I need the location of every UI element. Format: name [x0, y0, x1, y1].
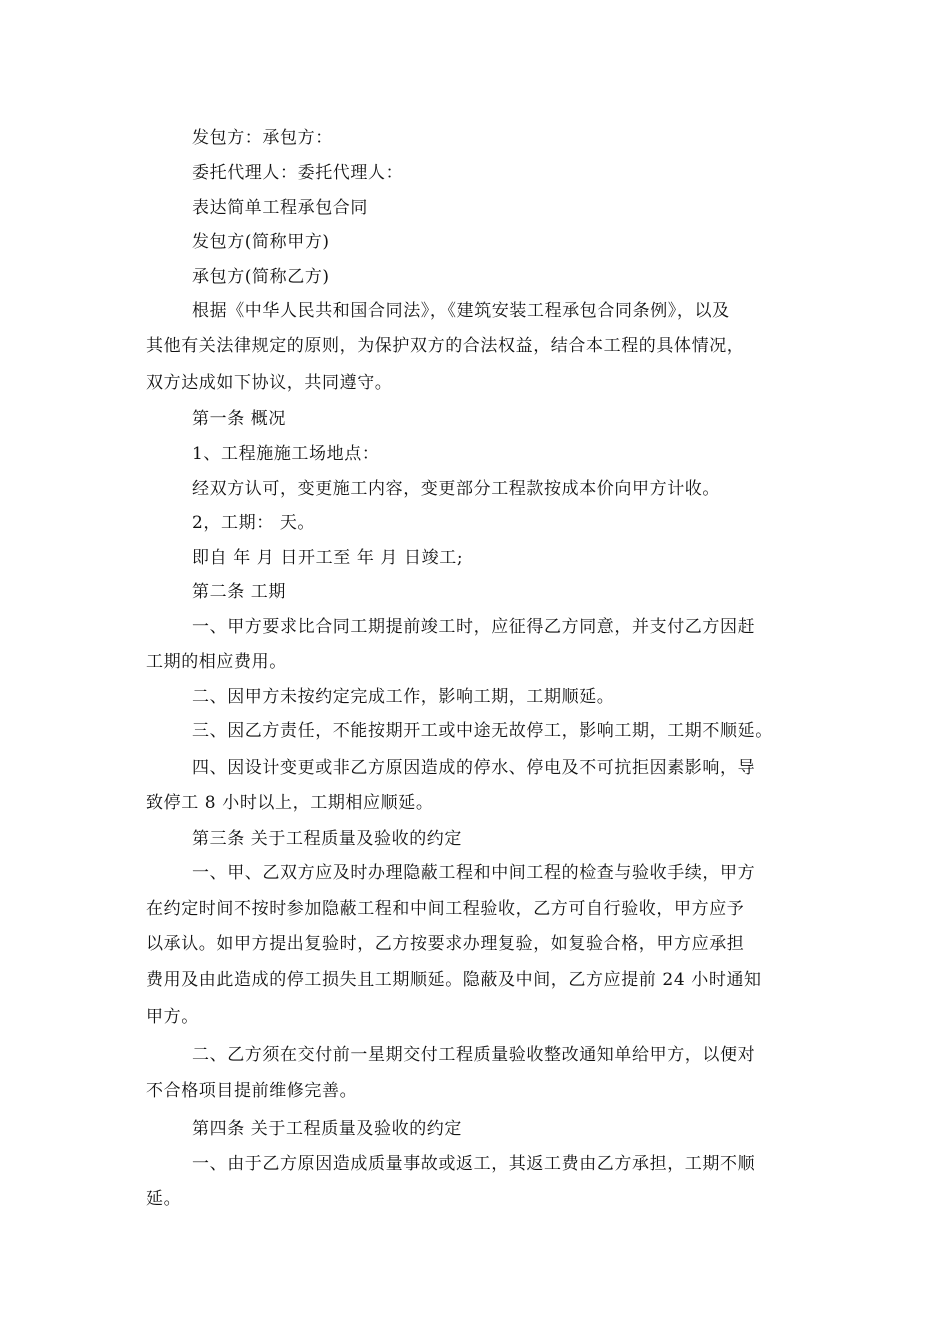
text-line: 致停工 8 小时以上，工期相应顺延。 — [146, 793, 434, 813]
text-line: 二、因甲方未按约定完成工作，影响工期，工期顺延。 — [192, 687, 615, 707]
text-line: 以承认。如甲方提出复验时，乙方按要求办理复验，如复验合格，甲方应承担 — [146, 934, 745, 954]
section-heading: 第四条 关于工程质量及验收的约定 — [192, 1119, 463, 1139]
text-line: 委托代理人：委托代理人： — [192, 163, 404, 183]
text-line: 一、由于乙方原因造成质量事故或返工，其返工费由乙方承担，工期不顺 — [192, 1154, 756, 1174]
text-line: 发包方(简称甲方) — [192, 232, 330, 252]
text-line: 二、乙方须在交付前一星期交付工程质量验收整改通知单给甲方，以便对 — [192, 1045, 756, 1065]
section-heading: 第三条 关于工程质量及验收的约定 — [192, 829, 463, 849]
text-line: 三、因乙方责任，不能按期开工或中途无故停工，影响工期，工期不顺延。 — [192, 721, 773, 741]
text-line: 一、甲、乙双方应及时办理隐蔽工程和中间工程的检查与验收手续，甲方 — [192, 863, 756, 883]
text-line: 其他有关法律规定的原则，为保护双方的合法权益，结合本工程的具体情况， — [146, 336, 745, 356]
text-line: 表达简单工程承包合同 — [192, 198, 368, 218]
text-line: 在约定时间不按时参加隐蔽工程和中间工程验收，乙方可自行验收，甲方应予 — [146, 899, 745, 919]
text-line: 1、工程施施工场地点： — [192, 444, 380, 464]
text-line: 工期的相应费用。 — [146, 652, 287, 672]
text-line: 即自 年 月 日开工至 年 月 日竣工; — [192, 548, 464, 568]
text-line: 双方达成如下协议，共同遵守。 — [146, 373, 393, 393]
text-line: 四、因设计变更或非乙方原因造成的停水、停电及不可抗拒因素影响，导 — [192, 758, 756, 778]
text-line: 延。 — [146, 1189, 182, 1209]
text-line: 承包方(简称乙方) — [192, 267, 330, 287]
text-line: 根据《中华人民共和国合同法》，《建筑安装工程承包合同条例》，以及 — [192, 301, 730, 321]
section-heading: 第二条 工期 — [192, 582, 287, 602]
text-line: 甲方。 — [146, 1007, 199, 1027]
text-line: 不合格项目提前维修完善。 — [146, 1081, 358, 1101]
text-line: 2，工期： 天。 — [192, 513, 316, 533]
text-line: 一、甲方要求比合同工期提前竣工时，应征得乙方同意，并支付乙方因赶 — [192, 617, 756, 637]
text-line: 经双方认可，变更施工内容，变更部分工程款按成本价向甲方计收。 — [192, 479, 720, 499]
section-heading: 第一条 概况 — [192, 409, 287, 429]
text-line: 费用及由此造成的停工损失且工期顺延。隐蔽及中间，乙方应提前 24 小时通知 — [146, 970, 762, 990]
text-line: 发包方：承包方： — [192, 128, 333, 148]
